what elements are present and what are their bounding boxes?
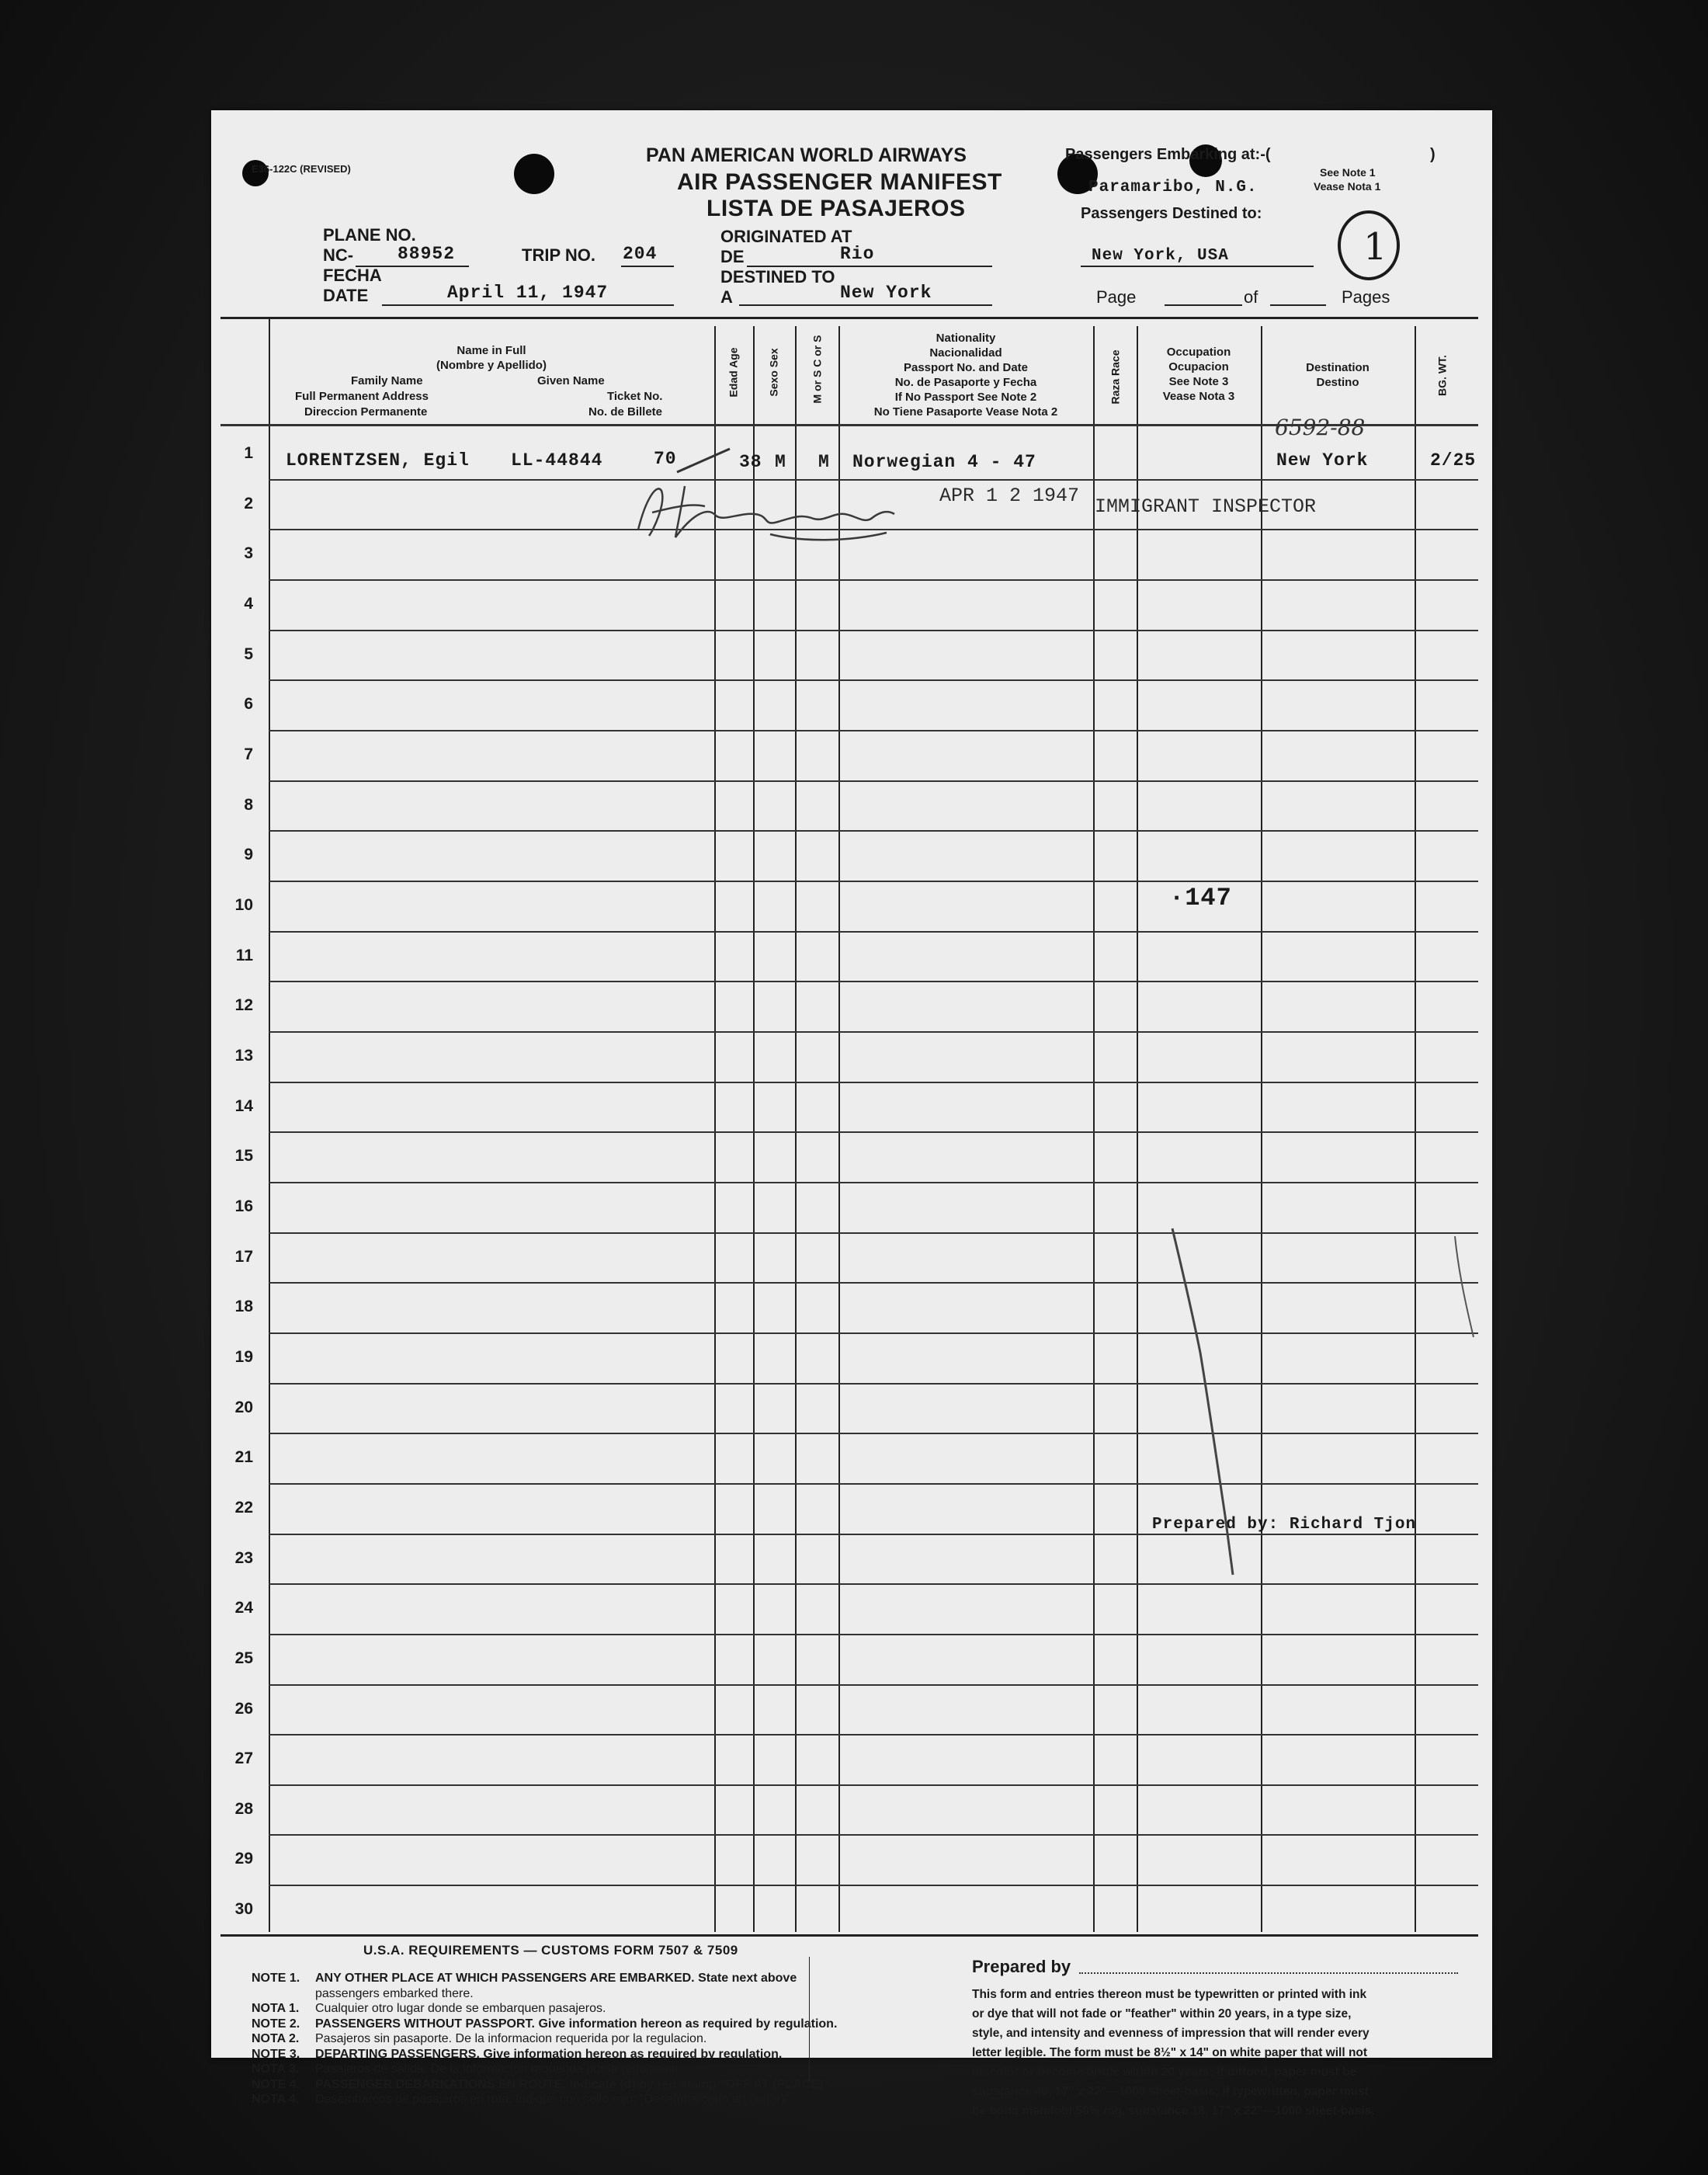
note-text: Cualquier otro lugar donde se embarquen pasajeros.	[315, 2002, 606, 2015]
prepared-by-line	[1079, 1972, 1458, 1974]
col-marital: M or S C or S	[811, 335, 824, 404]
note-text: Pasajeros sin pasaporte. De la informacion requerida por la regulacion.	[315, 2032, 707, 2045]
col-occupation-line: See Note 3	[1168, 375, 1229, 388]
col-name-line: (Nombre y Apellido)	[436, 359, 547, 372]
instruction-line: letter legible. The form must be 8½" x 14" on white paper that will not	[972, 2046, 1368, 2059]
embarking-label: Passengers Embarking at:-(	[1065, 146, 1271, 163]
row-rule	[269, 630, 1478, 631]
row-rule	[269, 579, 1478, 581]
row-number: 13	[234, 1046, 253, 1065]
col-divider	[269, 318, 270, 1932]
entry-bag-weight: 2/25	[1430, 450, 1477, 471]
instructions-block	[972, 1985, 1469, 2121]
col-name-line: Name in Full	[457, 344, 526, 357]
requirements-heading: U.S.A. REQUIREMENTS — CUSTOMS FORM 7507 & 7509	[363, 1943, 738, 1958]
page-label: Page	[1096, 287, 1137, 307]
punch-hole	[514, 154, 554, 194]
row-number: 28	[234, 1799, 253, 1818]
row-rule	[269, 1182, 1478, 1183]
col-occupation-line: Ocupacion	[1168, 360, 1229, 374]
note-label: NOTE 3.	[252, 2047, 300, 2061]
row-rule	[269, 1834, 1478, 1836]
col-nationality-line: No. de Pasaporte y Fecha	[894, 376, 1037, 389]
row-number: 8	[244, 795, 253, 814]
row-number: 23	[234, 1548, 253, 1567]
airline-name: PAN AMERICAN WORLD AIRWAYS	[646, 144, 967, 166]
date-label: DATE	[323, 286, 369, 305]
row-rule	[269, 730, 1478, 731]
note-line	[252, 1986, 795, 2002]
row-number: 20	[234, 1398, 253, 1416]
title-en: AIR PASSENGER MANIFEST	[677, 169, 1002, 195]
note-label: NOTE 1.	[252, 1972, 300, 1985]
entry-nationality: Norwegian 4 - 47	[852, 452, 1036, 472]
row-number: 21	[234, 1448, 253, 1467]
row-number: 22	[234, 1498, 253, 1517]
row-rule	[269, 981, 1478, 982]
row-rule	[269, 1031, 1478, 1033]
originated-label: ORIGINATED AT	[720, 227, 852, 246]
row-rule	[269, 1583, 1478, 1585]
row-number: 4	[244, 594, 253, 613]
col-divider	[714, 326, 716, 1932]
instruction-line: This form and entries thereon must be typewritten or printed with ink	[972, 1988, 1367, 2001]
prepared-by-typed: Prepared by: Richard Tjon	[1152, 1516, 1417, 1534]
destined-label: DESTINED TO	[720, 267, 835, 287]
row-rule	[269, 1131, 1478, 1133]
entry-age: 70	[654, 449, 677, 469]
col-occupation-line: Vease Nota 3	[1162, 390, 1235, 403]
col-given-name: Given Name	[537, 374, 605, 387]
row-number: 7	[244, 745, 253, 763]
entry-ticket: LL-44844	[511, 450, 603, 471]
entry-age-alt: 38	[739, 452, 762, 472]
note-label: NOTA 3.	[252, 2062, 300, 2076]
pencil-marks	[1166, 1221, 1477, 1578]
see-note-1: See Note 1	[1320, 166, 1376, 179]
row-number: 10	[234, 895, 253, 914]
col-nationality-line: If No Passport See Note 2	[894, 391, 1037, 404]
row-number: 26	[234, 1699, 253, 1718]
col-destination-line: Destination	[1306, 361, 1370, 374]
row-rule	[269, 1082, 1478, 1083]
of-line	[1270, 304, 1326, 306]
note-line	[252, 1971, 795, 1986]
destined-to-value: New York, USA	[1092, 247, 1229, 265]
destined-to-label: Passengers Destined to:	[1081, 205, 1262, 222]
row-rule	[269, 881, 1478, 882]
trip-no-line	[621, 266, 674, 267]
row-number: 14	[234, 1096, 253, 1115]
row-rule	[269, 1734, 1478, 1735]
note-label: NOTE 2.	[252, 2017, 300, 2031]
col-nationality-heading	[838, 331, 1093, 419]
note-text: Pasajeros de salida. De la informacion requerida por la regulacion.	[315, 2062, 682, 2076]
row-number: 3	[244, 544, 253, 563]
row-rule	[269, 679, 1478, 681]
note-text: passengers embarked there.	[315, 1986, 474, 2000]
of-label: of	[1244, 287, 1258, 307]
plane-no-label: PLANE NO.	[323, 225, 416, 245]
row-number: 17	[234, 1247, 253, 1266]
col-occupation-heading	[1137, 345, 1261, 404]
title-es: LISTA DE PASAJEROS	[706, 196, 966, 221]
note-text: PASSENGER DEBARKATIONS EN ROUTE. Indicate (d) by red stamp "OFF AT (PLACE)".	[315, 2077, 833, 2091]
note-label: NOTA 1.	[252, 2002, 300, 2015]
nc-label: NC-	[323, 245, 354, 265]
note-label: NOTA 2.	[252, 2032, 300, 2045]
note-text: DEPARTING PASSENGERS. Give information hereon as required by regulation.	[315, 2047, 783, 2061]
row-number: 6	[244, 695, 253, 714]
note-line	[252, 2092, 795, 2107]
col-address: Full Permanent Address	[295, 390, 429, 403]
note-line	[252, 2017, 838, 2032]
col-ticket-es: No. de Billete	[588, 405, 663, 419]
stamp-title: IMMIGRANT INSPECTOR	[1095, 495, 1317, 518]
fecha-label: FECHA	[323, 266, 382, 285]
pages-label: Pages	[1342, 287, 1390, 307]
trip-no-label: TRIP NO.	[522, 245, 595, 265]
note-line	[252, 2047, 795, 2062]
circled-page-number	[1335, 208, 1402, 283]
row-number: 24	[234, 1599, 253, 1617]
row-number: 30	[234, 1900, 253, 1919]
row-number: 15	[234, 1147, 253, 1166]
embarking-close: )	[1430, 146, 1435, 163]
instruction-line: substance 40, 17" x 22"—1000 sheet-basis; if typewritten, paper must	[972, 2085, 1369, 2098]
row-number: 16	[234, 1197, 253, 1215]
col-address-es: Direccion Permanente	[304, 405, 428, 419]
entry-destination: New York	[1276, 450, 1369, 471]
col-divider	[1137, 326, 1138, 1932]
row-number: 12	[234, 996, 253, 1015]
col-destination-line: Destino	[1316, 376, 1359, 389]
note-label: NOTA 4.	[252, 2093, 300, 2106]
row-rule	[269, 1784, 1478, 1786]
row-number: 1	[244, 444, 253, 462]
manifest-page	[211, 110, 1492, 2118]
col-divider	[795, 326, 797, 1932]
row-number: 27	[234, 1749, 253, 1768]
row-number: 2	[244, 494, 253, 512]
col-nationality-line: No Tiene Pasaporte Vease Nota 2	[873, 405, 1058, 419]
plane-no-value: 88952	[397, 244, 456, 264]
note-line	[252, 2031, 795, 2047]
instruction-line: or dye that will not fade or "feather" within 20 years, in a type size,	[972, 2007, 1352, 2020]
signature-image	[630, 467, 925, 561]
instruction-line: discolor or become brittle within 20 years; if dittoed, paper must be	[972, 2066, 1357, 2079]
row-number: 18	[234, 1298, 253, 1316]
row-number: 19	[234, 1347, 253, 1366]
prepared-by-label: Prepared by	[972, 1957, 1071, 1976]
footer-divider	[809, 1957, 810, 2081]
col-destination-heading	[1261, 360, 1415, 390]
notes-block	[252, 1971, 838, 2107]
col-nationality-line: Passport No. and Date	[903, 361, 1029, 374]
col-occupation-line: Occupation	[1166, 346, 1231, 359]
embarking-place: Paramaribo, N.G.	[1088, 179, 1258, 196]
row-number: 9	[244, 846, 253, 864]
row-number: 5	[244, 645, 253, 663]
originated-value: Rio	[840, 244, 875, 264]
row-rule	[269, 830, 1478, 832]
page-line	[1165, 304, 1242, 306]
col-nationality-line: Nacionalidad	[929, 346, 1002, 360]
date-value: April 11, 1947	[447, 283, 609, 303]
row-rule	[269, 931, 1478, 933]
col-age: Edad Age	[727, 347, 740, 398]
entry-name: LORENTZSEN, Egil	[286, 450, 470, 471]
stamp-date: APR 1 2 1947	[939, 485, 1080, 507]
note-label	[252, 1986, 315, 2002]
a-label: A	[720, 287, 733, 307]
col-divider	[1093, 326, 1095, 1932]
note-line	[252, 2062, 795, 2077]
col-divider	[838, 326, 840, 1932]
col-race: Raza Race	[1109, 349, 1122, 405]
note-text: Desembarcos de pasajeros en ruta. Indique con sello rojo: "Desembarcado en (lugar)"	[315, 2093, 790, 2106]
col-divider	[753, 326, 755, 1932]
entry-sex: M	[775, 452, 786, 472]
row-number: 11	[235, 946, 253, 964]
circled-number-text: 1	[1363, 225, 1387, 269]
row-number: 25	[234, 1649, 253, 1667]
date-line	[382, 304, 674, 306]
entry-handwritten-number: 6592-88	[1275, 415, 1366, 440]
col-divider	[1261, 326, 1262, 1932]
instruction-line: style, and intensity and evenness of impression that will render every	[972, 2027, 1370, 2040]
col-nationality-line: Nationality	[936, 332, 996, 345]
destined-value: New York	[840, 283, 932, 303]
row-rule	[269, 780, 1478, 782]
form-number: E36-122C (REVISED)	[252, 163, 351, 175]
entry-marital: M	[818, 452, 830, 472]
row-rule	[269, 1684, 1478, 1686]
de-label: DE	[720, 247, 745, 266]
row-rule	[269, 1885, 1478, 1886]
code-147: ·147	[1169, 884, 1232, 912]
destined-line	[739, 304, 992, 306]
note-label: NOTE 4.	[252, 2077, 300, 2091]
col-name-heading	[273, 343, 710, 373]
row-number: 29	[234, 1850, 253, 1868]
row-rule	[269, 1634, 1478, 1635]
note-text: PASSENGERS WITHOUT PASSPORT. Give information hereon as required by regulation.	[315, 2017, 838, 2031]
note-line	[252, 2077, 833, 2093]
trip-no-value: 204	[623, 244, 658, 264]
col-sex: Sexo Sex	[767, 348, 780, 397]
vease-nota-1: Vease Nota 1	[1314, 180, 1381, 193]
note-line	[252, 2001, 795, 2017]
col-divider	[1415, 326, 1416, 1932]
col-family-name: Family Name	[351, 374, 423, 387]
col-bag-weight: BG. WT.	[1435, 355, 1449, 396]
col-ticket: Ticket No.	[607, 390, 663, 403]
destined-to-line	[1081, 266, 1314, 267]
note-text: ANY OTHER PLACE AT WHICH PASSENGERS ARE EMBARKED. State next above	[315, 1972, 797, 1985]
instruction-line: be bond manifold 50% rag, substance 18, 17" x 22"—1000 sheet-basis.	[972, 2104, 1375, 2118]
